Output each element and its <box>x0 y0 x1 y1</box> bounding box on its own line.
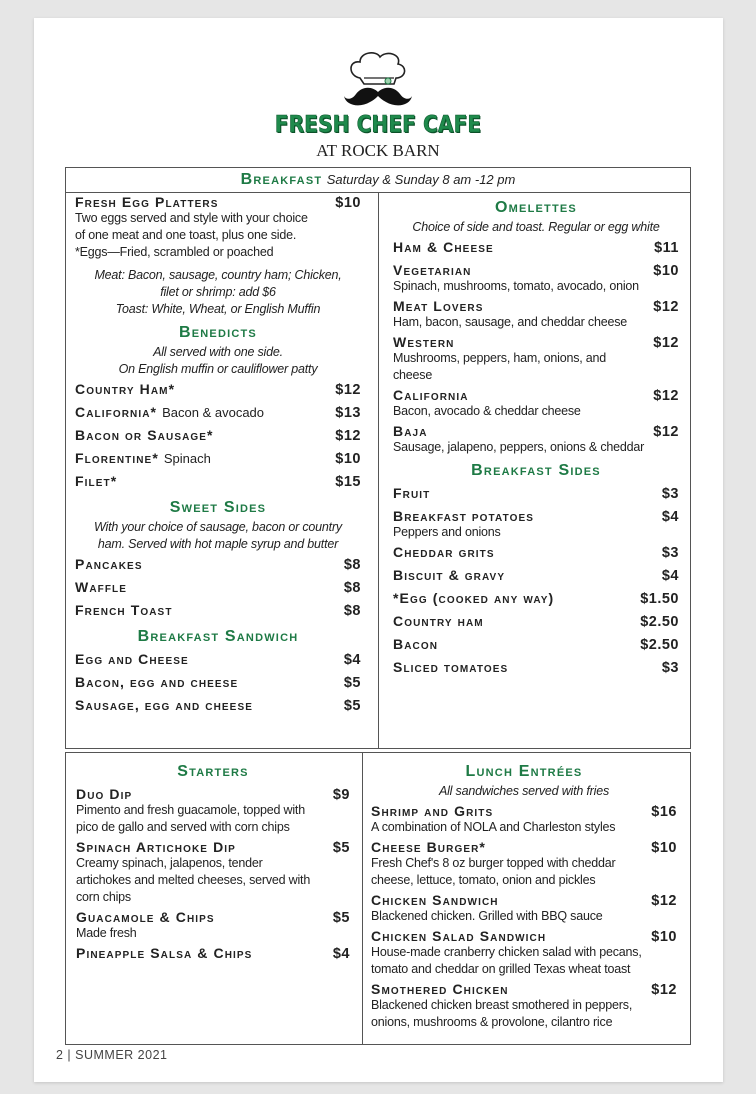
item-name <box>393 610 484 633</box>
section-note <box>75 344 361 378</box>
menu-item <box>75 378 361 401</box>
item-price: $12 <box>335 382 361 398</box>
menu-item <box>393 541 679 564</box>
item-name <box>75 447 211 470</box>
menu-item <box>75 694 361 717</box>
text-line: Blackened chicken. Grilled with BBQ sauce <box>371 909 603 923</box>
item-name-text: French Toast <box>75 602 173 618</box>
item-name-text: Spinach Artichoke Dip <box>76 839 236 855</box>
text-line: Peppers and onions <box>393 525 501 539</box>
item-name-text: Smothered Chicken <box>371 981 509 997</box>
item-description <box>371 944 677 978</box>
item-description <box>371 819 677 836</box>
text-line: ham. Served with hot maple syrup and butter <box>97 537 339 551</box>
item-name <box>76 942 252 965</box>
section-heading: Omelettes <box>495 199 577 216</box>
menu-item <box>75 599 361 622</box>
item-price: $10 <box>651 840 677 856</box>
item-price: $5 <box>332 910 350 926</box>
item-price: $5 <box>332 840 350 856</box>
item-name <box>75 648 189 671</box>
item-name <box>75 694 253 717</box>
item-name-text: Filet* <box>75 473 118 489</box>
text-line: Sausage, jalapeno, peppers, onions & cheddar <box>393 440 645 454</box>
item-price: $13 <box>335 405 361 421</box>
item-price: $3 <box>661 660 679 676</box>
item-price: $16 <box>651 804 677 820</box>
item-price: $10 <box>653 263 679 279</box>
item-description <box>76 802 350 836</box>
item-name <box>75 576 127 599</box>
item-name-text: Meat Lovers <box>393 298 484 314</box>
item-name-text: Biscuit & gravy <box>393 567 506 583</box>
text-line: of one meat and one toast, plus one side. <box>75 228 297 242</box>
item-name-text: Bacon or Sausage* <box>75 427 214 443</box>
item-description <box>393 524 679 541</box>
item-name <box>393 564 505 587</box>
item-price: $5 <box>343 698 361 714</box>
column-divider <box>378 192 379 748</box>
item-name <box>393 633 438 656</box>
item-name <box>75 671 238 694</box>
starters-column <box>76 757 350 965</box>
item-name-text: Chicken Sandwich <box>371 892 499 908</box>
text-line: With your choice of sausage, bacon or country <box>94 520 342 534</box>
menu-item <box>75 447 361 470</box>
item-name <box>75 470 117 493</box>
item-price: $11 <box>654 240 679 256</box>
text-line: Blackened chicken breast smothered in peppers, <box>371 998 633 1012</box>
item-price: $12 <box>653 335 679 351</box>
item-name-text: Egg and Cheese <box>75 651 189 667</box>
item-price: $8 <box>343 557 361 573</box>
text-line: House-made cranberry chicken salad with pecans, <box>371 945 642 959</box>
item-name-text: Guacamole & Chips <box>76 909 215 925</box>
item-description <box>393 350 679 384</box>
item-name-text: California* <box>75 404 158 420</box>
item-price: $12 <box>653 424 679 440</box>
item-price: $4 <box>343 652 361 668</box>
text-line: cheese <box>393 368 433 382</box>
item-description <box>393 403 679 420</box>
text-line: Ham, bacon, sausage, and cheddar cheese <box>393 315 628 329</box>
section-heading: Starters <box>177 763 249 780</box>
item-name-text: Country Ham* <box>75 381 176 397</box>
item-name <box>75 378 175 401</box>
item-price: $10 <box>335 451 361 467</box>
text-line: A combination of NOLA and Charleston styles <box>371 820 616 834</box>
item-price: $1.50 <box>640 591 679 607</box>
chef-hat-mustache-logo <box>338 48 418 110</box>
breakfast-title: Breakfast <box>240 171 323 188</box>
text-line: filet or shrimp: add $6 <box>160 285 276 299</box>
menu-item <box>75 648 361 671</box>
item-name-text: Baja <box>393 423 428 439</box>
item-price: $10 <box>651 929 677 945</box>
item-price: $12 <box>651 893 677 909</box>
section-heading: Sweet Sides <box>169 499 267 516</box>
item-note: Spinach <box>163 451 211 466</box>
item-price: $8 <box>343 580 361 596</box>
item-name-text: Shrimp and Grits <box>371 803 494 819</box>
menu-item <box>393 587 679 610</box>
item-name <box>393 656 508 679</box>
text-line: Creamy spinach, jalapenos, tender <box>76 856 263 870</box>
item-name-text: California <box>393 387 469 403</box>
lunch-section <box>65 752 691 1045</box>
section-note <box>371 783 677 800</box>
item-name-text: Country ham <box>393 613 484 629</box>
item-name <box>393 482 430 505</box>
breakfast-header <box>66 168 690 193</box>
menu-item <box>393 482 679 505</box>
item-price: $10 <box>335 195 361 211</box>
text-line: tomato and cheddar on grilled Texas wheat toast <box>371 962 631 976</box>
item-price: $4 <box>661 509 679 525</box>
menu-item <box>393 610 679 633</box>
item-name-text: Bacon, egg and cheese <box>75 674 239 690</box>
menu-item <box>393 633 679 656</box>
menu-item <box>393 564 679 587</box>
section-note <box>75 519 361 553</box>
item-name <box>393 541 495 564</box>
item-price: $12 <box>653 388 679 404</box>
item-name-text: Western <box>393 334 455 350</box>
text-line: Toast: White, Wheat, or English Muffin <box>115 302 321 316</box>
item-description <box>393 439 679 456</box>
section-note <box>75 267 361 318</box>
text-line: pico de gallo and served with corn chips <box>76 820 290 834</box>
brand-subtitle: AT ROCK BARN <box>316 141 440 160</box>
item-name-text: Cheddar grits <box>393 544 495 560</box>
item-name-text: Sliced tomatoes <box>393 659 509 675</box>
lunch-entrees-column <box>371 757 677 1031</box>
page-footer: 2 | SUMMER 2021 <box>56 1048 168 1062</box>
item-name <box>393 236 494 259</box>
item-name-text: Florentine* <box>75 450 159 466</box>
item-price: $2.50 <box>640 614 679 630</box>
menu-item <box>75 424 361 447</box>
item-name-text: Ham & Cheese <box>393 239 494 255</box>
menu-item <box>393 236 679 259</box>
menu-item <box>76 942 350 965</box>
item-description <box>371 908 677 925</box>
text-line: All sandwiches served with fries <box>438 784 610 798</box>
item-price: $9 <box>332 787 350 803</box>
menu-item <box>75 576 361 599</box>
menu-item <box>75 401 361 424</box>
section-note <box>393 219 679 236</box>
text-line: Choice of side and toast. Regular or egg white <box>412 220 660 234</box>
text-line: Made fresh <box>76 926 137 940</box>
text-line: Two eggs served and style with your choice <box>75 211 308 225</box>
section-heading: Breakfast Sides <box>471 462 601 479</box>
item-price: $5 <box>343 675 361 691</box>
item-name-text: Bacon <box>393 636 439 652</box>
item-price: $3 <box>661 486 679 502</box>
text-line: Spinach, mushrooms, tomato, avocado, onion <box>393 279 639 293</box>
item-name-text: Chicken Salad Sandwich <box>371 928 547 944</box>
item-name <box>75 553 143 576</box>
item-name <box>75 599 173 622</box>
item-price: $12 <box>653 299 679 315</box>
item-price: $8 <box>343 603 361 619</box>
text-line: Bacon, avocado & cheddar cheese <box>393 404 581 418</box>
item-description <box>75 210 361 261</box>
item-name <box>393 587 554 610</box>
menu-item <box>75 671 361 694</box>
text-line: *Eggs—Fried, scrambled or poached <box>75 245 274 259</box>
item-description <box>371 997 677 1031</box>
item-name-text: Pineapple Salsa & Chips <box>76 945 253 961</box>
item-price: $12 <box>335 428 361 444</box>
item-price: $15 <box>335 474 361 490</box>
item-name <box>75 401 264 424</box>
item-price: $12 <box>651 982 677 998</box>
menu-item <box>75 553 361 576</box>
section-heading: Lunch Entrées <box>465 763 583 780</box>
text-line: All served with one side. <box>153 345 283 359</box>
breakfast-section <box>65 167 691 749</box>
text-line: Meat: Bacon, sausage, country ham; Chicken, <box>94 268 342 282</box>
item-price: $4 <box>332 946 350 962</box>
text-line: On English muffin or cauliflower patty <box>118 362 318 376</box>
item-description <box>76 855 350 906</box>
item-name-text: Fruit <box>393 485 431 501</box>
item-price: $2.50 <box>640 637 679 653</box>
item-name-text: Waffle <box>75 579 128 595</box>
item-note: Bacon & avocado <box>162 405 265 420</box>
menu-item <box>75 470 361 493</box>
item-description <box>393 314 679 331</box>
item-name-text: Vegetarian <box>393 262 472 278</box>
text-line: cheese, lettuce, tomato, onion and pickles <box>371 873 596 887</box>
item-name-text: Sausage, egg and cheese <box>75 697 253 713</box>
breakfast-right-column <box>393 193 679 679</box>
item-name-text: Fresh Egg Platters <box>75 194 219 210</box>
item-name-text: *Egg (cooked any way) <box>393 590 555 606</box>
item-price: $4 <box>661 568 679 584</box>
item-name-text: Cheese Burger* <box>371 839 486 855</box>
item-name <box>75 424 214 447</box>
item-description <box>371 855 677 889</box>
text-line: Pimento and fresh guacamole, topped with <box>76 803 305 817</box>
brand-name: FRESH CHEF CAFE <box>274 112 482 138</box>
text-line: Mushrooms, peppers, ham, onions, and <box>393 351 607 365</box>
section-heading: Benedicts <box>179 324 257 341</box>
item-description <box>393 278 679 295</box>
text-line: corn chips <box>76 890 131 904</box>
text-line: onions, mushrooms & provolone, cilantro rice <box>371 1015 613 1029</box>
breakfast-hours: Saturday & Sunday 8 am -12 pm <box>326 172 516 187</box>
item-name-text: Pancakes <box>75 556 143 572</box>
text-line: Fresh Chef's 8 oz burger topped with cheddar <box>371 856 616 870</box>
breakfast-left-column <box>75 191 361 717</box>
column-divider <box>362 753 363 1044</box>
item-name-text: Duo Dip <box>76 786 133 802</box>
menu-item <box>393 656 679 679</box>
item-name-text: Breakfast potatoes <box>393 508 535 524</box>
text-line: artichokes and melted cheeses, served with <box>76 873 311 887</box>
section-heading: Breakfast Sandwich <box>137 628 299 645</box>
item-price: $3 <box>661 545 679 561</box>
